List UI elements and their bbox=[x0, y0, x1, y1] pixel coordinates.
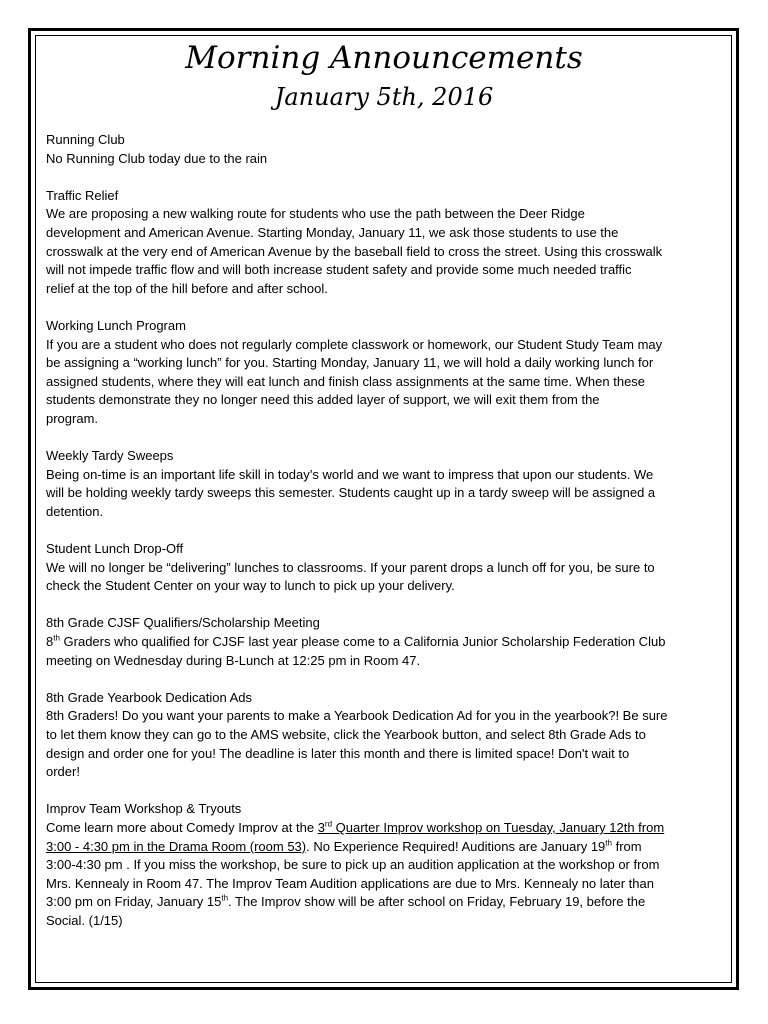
text-line: will not impede traffic flow and will both increase student safety and provide some much needed traffic bbox=[46, 262, 632, 278]
text-line: check the Student Center on your way to lunch to pick up your delivery. bbox=[46, 578, 455, 594]
text-line: 8th Graders! Do you want your parents to make a Yearbook Dedication Ad for you in the yearbook?! Be sure bbox=[46, 708, 668, 724]
section-heading: 8th Grade Yearbook Dedication Ads bbox=[46, 689, 252, 705]
underlined-text: 3:00 - 4:30 pm in the Drama Room (room 53) bbox=[46, 838, 307, 854]
text-run: 3 bbox=[317, 819, 325, 835]
text-run: Graders who qualified for CJSF last year please come to a California Junior Scholarship Federation Club bbox=[59, 634, 666, 650]
text-line: students demonstrate they no longer need this added layer of support, we will exit them from the bbox=[46, 392, 600, 408]
page-title: Morning Announcements bbox=[185, 40, 583, 76]
text-run: 8 bbox=[46, 634, 54, 650]
page-date: January 5th, 2016 bbox=[274, 83, 494, 111]
text-line bbox=[46, 633, 724, 652]
text-line: order! bbox=[46, 764, 80, 780]
section-tardy-sweeps bbox=[46, 447, 724, 521]
section-heading: Traffic Relief bbox=[46, 187, 119, 203]
text-line: No Running Club today due to the rain bbox=[46, 150, 268, 166]
text-line: to let them know they can go to the AMS website, click the Yearbook button, and select 8th Grade Ads to bbox=[46, 727, 646, 742]
text-line: will be holding weekly tardy sweeps this semester. Students caught up in a tardy sweep will be assigned a bbox=[46, 485, 656, 501]
text-line: be assigning a “working lunch” for you. Starting Monday, January 11, we will hold a daily working lunch for bbox=[46, 355, 654, 371]
text-line: Being on-time is an important life skill in today’s world and we want to impress that upon our students. We bbox=[46, 466, 654, 482]
text-line: crosswalk at the very end of American Avenue by the baseball field to cross the street. Using this crosswalk bbox=[46, 243, 663, 259]
section-yearbook-ads bbox=[46, 689, 724, 782]
text-run: Quarter Improv workshop on Tuesday, January 12th from bbox=[332, 819, 665, 835]
section-working-lunch bbox=[46, 317, 724, 429]
section-improv-team bbox=[46, 800, 724, 930]
text-line bbox=[46, 893, 724, 912]
text-line: detention. bbox=[46, 503, 104, 519]
section-heading: Working Lunch Program bbox=[46, 317, 186, 333]
text-line bbox=[46, 838, 724, 857]
text-line: program. bbox=[46, 410, 99, 426]
text-line: design and order one for you! The deadline is later this month and there is limited space! Don't wait to bbox=[46, 745, 630, 761]
section-heading: Improv Team Workshop & Tryouts bbox=[46, 801, 242, 817]
text-line: 3:00-4:30 pm . If you miss the workshop, be sure to pick up an audition application at the workshop or from bbox=[46, 857, 660, 873]
section-heading: Weekly Tardy Sweeps bbox=[46, 448, 174, 464]
text-line: meeting on Wednesday during B-Lunch at 12:25 pm in Room 47. bbox=[46, 652, 421, 668]
superscript: th bbox=[53, 633, 60, 643]
text-run: 3:00 pm on Friday, January 15 bbox=[46, 894, 222, 910]
superscript: rd bbox=[324, 819, 333, 829]
text-line: Mrs. Kennealy in Room 47. The Improv Team Audition applications are due to Mrs. Kennealy no later than bbox=[46, 875, 654, 891]
announcements-body bbox=[46, 131, 724, 949]
text-line: We are proposing a new walking route for students who use the path between the Deer Ridge bbox=[46, 206, 585, 222]
section-running-club bbox=[46, 131, 724, 168]
text-run: from bbox=[611, 838, 642, 854]
section-lunch-drop-off bbox=[46, 540, 724, 596]
text-line: If you are a student who does not regularly complete classwork or homework, our Student Study Team may bbox=[46, 336, 663, 352]
text-line: relief at the top of the hill before and after school. bbox=[46, 280, 328, 296]
text-line: development and American Avenue. Starting Monday, January 11, we ask those students to use the bbox=[46, 224, 619, 240]
section-traffic-relief bbox=[46, 187, 724, 299]
section-heading: Running Club bbox=[46, 132, 125, 147]
section-cjsf-meeting bbox=[46, 614, 724, 670]
text-line: Social. (1/15) bbox=[46, 912, 123, 928]
text-run: . The Improv show will be after school on Friday, February 19, before the bbox=[228, 894, 646, 910]
text-run: Come learn more about Comedy Improv at the bbox=[46, 819, 318, 835]
text-line: assigned students, where they will eat lunch and finish class assignments at the same time. When these bbox=[46, 373, 646, 389]
text-line bbox=[46, 819, 724, 838]
superscript: th bbox=[221, 894, 229, 904]
underlined-text bbox=[318, 820, 665, 835]
text-line: We will no longer be “delivering” lunches to classrooms. If your parent drops a lunch off for you, be sure to bbox=[46, 559, 655, 575]
section-heading: Student Lunch Drop-Off bbox=[46, 541, 184, 557]
superscript: th bbox=[605, 838, 612, 848]
section-heading: 8th Grade CJSF Qualifiers/Scholarship Meeting bbox=[46, 615, 320, 631]
text-run: . No Experience Required! Auditions are January 19 bbox=[306, 838, 606, 854]
